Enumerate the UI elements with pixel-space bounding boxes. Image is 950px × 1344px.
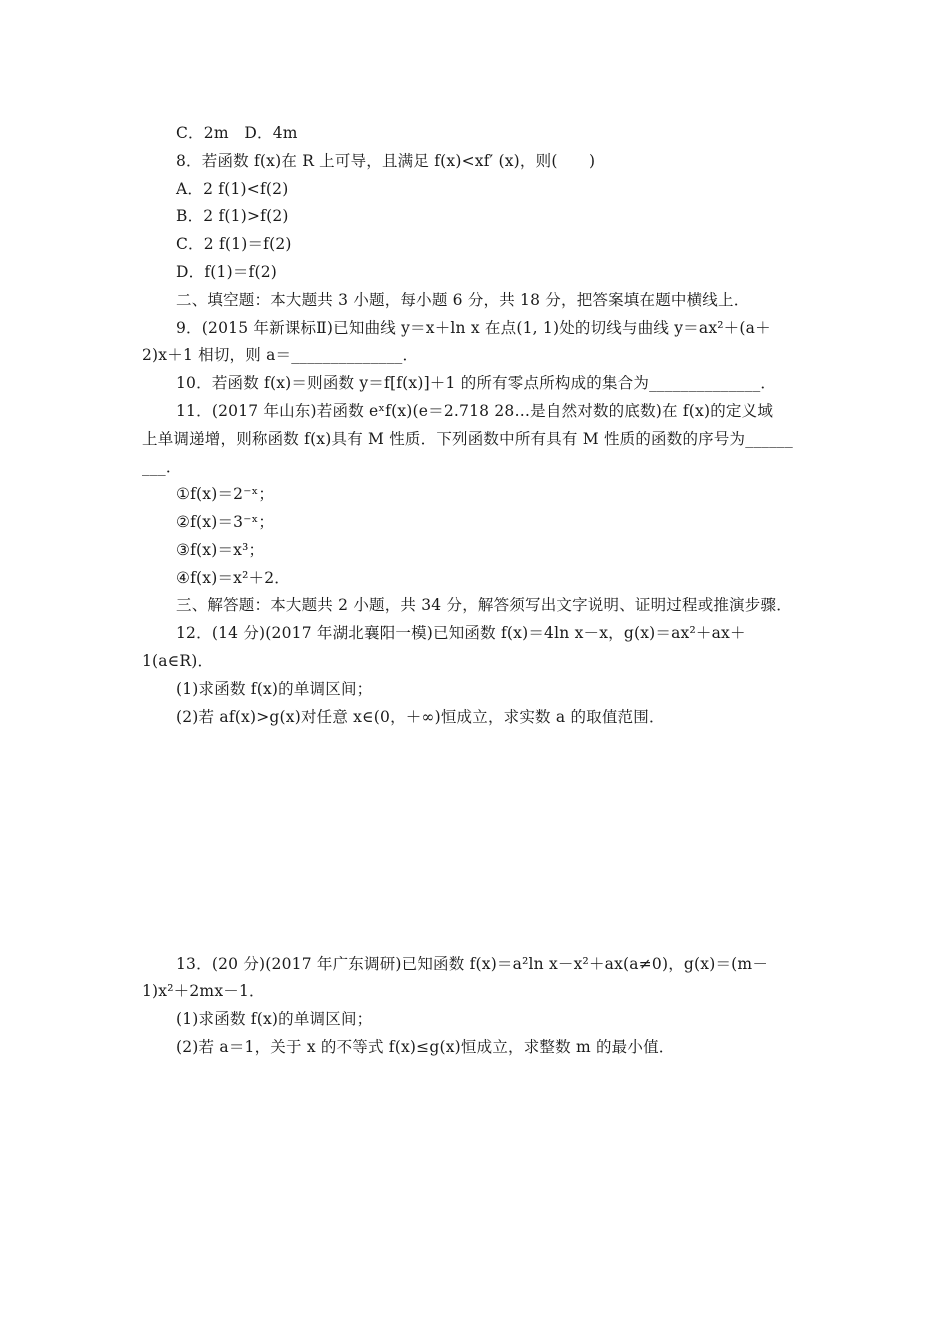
q7-options-c-d: C．2m D．4m bbox=[176, 124, 298, 142]
q8-option-d: D．f(1)＝f(2) bbox=[176, 263, 278, 281]
question-9-line-1: 9．(2015 年新课标Ⅱ)已知曲线 y＝x＋ln x 在点(1, 1)处的切线与曲线 y＝ax²＋(a＋ bbox=[176, 319, 771, 337]
question-10: 10．若函数 f(x)＝则函数 y＝f[f(x)]＋1 的所有零点所构成的集合为______________． bbox=[176, 374, 777, 392]
q13-part-1: (1)求函数 f(x)的单调区间； bbox=[176, 1010, 373, 1028]
question-13-line-1: 13．(20 分)(2017 年广东调研)已知函数 f(x)＝a²ln x－x²＋ax(a≠0)，g(x)＝(m－ bbox=[176, 955, 769, 973]
q12-part-1: (1)求函数 f(x)的单调区间； bbox=[176, 680, 373, 698]
section-2-heading: 二、填空题：本大题共 3 小题，每小题 6 分，共 18 分，把答案填在题中横线上． bbox=[176, 291, 750, 309]
question-9-line-2: 2)x＋1 相切，则 a＝______________． bbox=[142, 346, 419, 364]
question-12-line-1: 12．(14 分)(2017 年湖北襄阳一模)已知函数 f(x)＝4ln x－x，g(x)＝ax²＋ax＋ bbox=[176, 624, 746, 642]
q11-item-3: ③f(x)＝x³； bbox=[176, 541, 265, 559]
question-11-line-3: ___． bbox=[142, 458, 182, 476]
question-11-line-1: 11．(2017 年山东)若函数 eˣf(x)(e＝2.718 28…是自然对数的底数)在 f(x)的定义域 bbox=[176, 402, 774, 420]
q8-option-b: B．2 f(1)>f(2) bbox=[176, 207, 289, 225]
q11-item-1: ①f(x)＝2⁻ˣ； bbox=[176, 485, 275, 503]
question-11-line-2: 上单调递增，则称函数 f(x)具有 M 性质．下列函数中所有具有 M 性质的函数的序号为______ bbox=[142, 430, 793, 448]
question-12-line-2: 1(a∈R)． bbox=[142, 652, 214, 670]
q8-option-a: A．2 f(1)<f(2) bbox=[176, 180, 289, 198]
q8-option-c: C．2 f(1)＝f(2) bbox=[176, 235, 292, 253]
section-3-heading: 三、解答题：本大题共 2 小题，共 34 分，解答须写出文字说明、证明过程或推演步骤． bbox=[176, 596, 792, 614]
question-13-line-2: 1)x²＋2mx－1． bbox=[142, 982, 265, 1000]
q11-item-4: ④f(x)＝x²＋2． bbox=[176, 569, 290, 587]
q13-part-2: (2)若 a＝1，关于 x 的不等式 f(x)≤g(x)恒成立，求整数 m 的最小值． bbox=[176, 1038, 675, 1056]
question-8: 8．若函数 f(x)在 R 上可导，且满足 f(x)<xf′ (x)，则( ) bbox=[176, 152, 596, 170]
q12-part-2: (2)若 af(x)>g(x)对任意 x∈(0，＋∞)恒成立，求实数 a 的取值范围． bbox=[176, 708, 665, 726]
q11-item-2: ②f(x)＝3⁻ˣ； bbox=[176, 513, 275, 531]
